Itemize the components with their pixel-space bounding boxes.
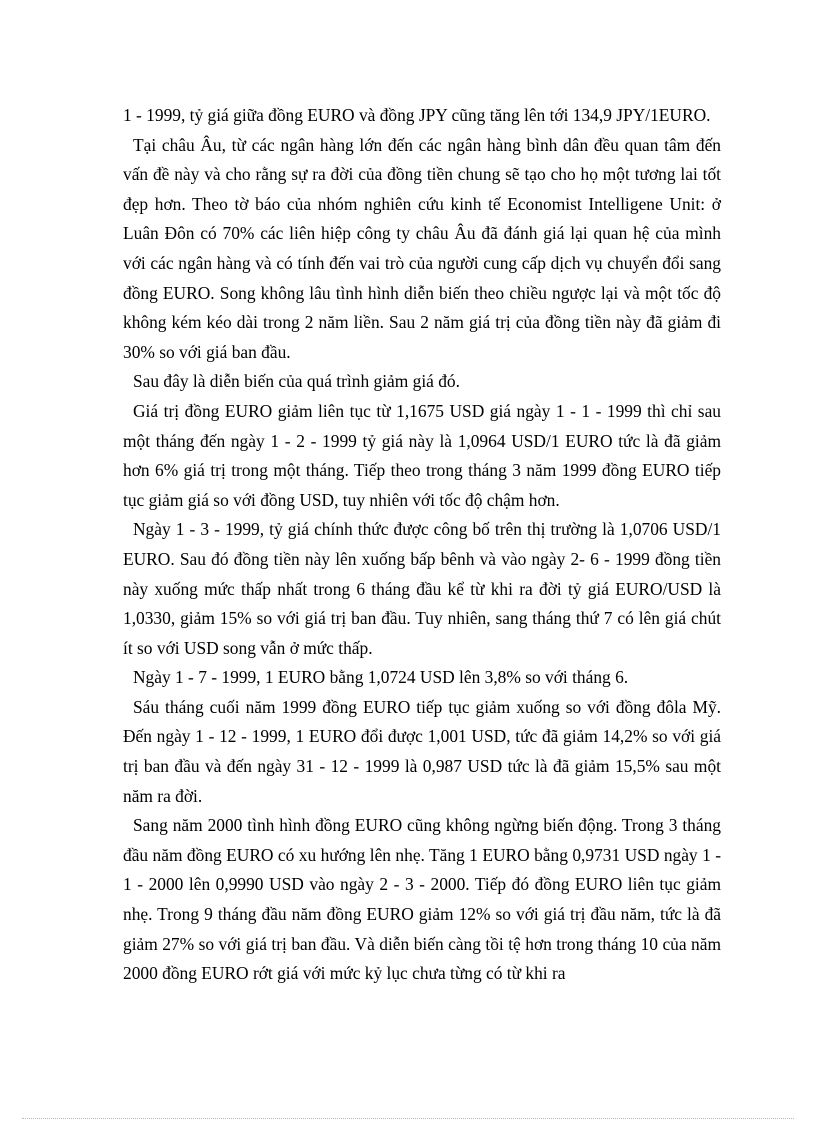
- paragraph-2: Tại châu Âu, từ các ngân hàng lớn đến các ngân hàng bình dân đều quan tâm đến vấn đề này và cho rằng sự ra đời của đồng tiền chung sẽ tạo cho họ một tương lai tốt đẹp hơn. Theo tờ báo của nhóm nghiên cứu kinh tế Economist Intelligene Unit: ở Luân Đôn có 70% các liên hiệp công ty châu Âu đã đánh giá lại quan hệ của mình với các ngân hàng và có tính đến vai trò của người cung cấp dịch vụ chuyển đổi sang đồng EURO. Song không lâu tình hình diễn biến theo chiều ngược lại và một tốc độ không kém kéo dài trong 2 năm liền. Sau 2 năm giá trị của đồng tiền này đã giảm đi 30% so với giá ban đầu.: [123, 134, 721, 362]
- paragraph-6: Ngày 1 - 7 - 1999, 1 EURO bằng 1,0724 USD lên 3,8% so với tháng 6.: [133, 667, 629, 688]
- paragraph-4: Giá trị đồng EURO giảm liên tục từ 1,1675 USD giá ngày 1 - 1 - 1999 thì chỉ sau một tháng đến ngày 1 - 2 - 1999 tỷ giá này là 1,0964 USD/1 EURO tức là đã giảm hơn 6% giá trị trong một tháng. Tiếp theo trong tháng 3 năm 1999 đồng EURO tiếp tục giảm giá so với đồng USD, tuy nhiên với tốc độ chậm hơn.: [123, 400, 721, 510]
- paragraph-1: 1 - 1999, tỷ giá giữa đồng EURO và đồng JPY cũng tăng lên tới 134,9 JPY/1EURO.: [123, 105, 711, 125]
- paragraph-7: Sáu tháng cuối năm 1999 đồng EURO tiếp tục giảm xuống so với đồng đôla Mỹ. Đến ngày 1 - 12 - 1999, 1 EURO đổi được 1,001 USD, tức đã giảm 14,2% so với giá trị ban đầu và đến ngày 31 - 12 - 1999 là 0,987 USD tức là đã giảm 15,5% sau một năm ra đời.: [123, 696, 721, 806]
- paragraph-3: Sau đây là diễn biến của quá trình giảm giá đó.: [133, 371, 460, 392]
- paragraph-5: Ngày 1 - 3 - 1999, tỷ giá chính thức được công bố trên thị trường là 1,0706 USD/1 EURO. Sau đó đồng tiền này lên xuống bấp bênh và vào ngày 2- 6 - 1999 đồng tiền này xuống mức thấp nhất trong 6 tháng đầu kể từ khi ra đời tỷ giá EURO/USD là 1,0330, giảm 15% so với giá trị ban đầu. Tuy nhiên, sang tháng thứ 7 có lên giá chút ít so với USD song vẫn ở mức thấp.: [123, 519, 721, 658]
- paragraph-8: Sang năm 2000 tình hình đồng EURO cũng không ngừng biến động. Trong 3 tháng đầu năm đồng EURO có xu hướng lên nhẹ. Tăng 1 EURO bằng 0,9731 USD ngày 1 - 1 - 2000 lên 0,9990 USD vào ngày 2 - 3 - 2000. Tiếp đó đồng EURO liên tục giảm nhẹ. Trong 9 tháng đầu năm đồng EURO giảm 12% so với giá trị đầu năm, tức là đã giảm 27% so với giá trị ban đầu. Và diễn biến càng tồi tệ hơn trong tháng 10 của năm 2000 đồng EURO rớt giá với mức kỷ lục chưa từng có từ khi ra: [123, 815, 721, 984]
- page-bottom-divider: [22, 1118, 794, 1119]
- document-body: [123, 101, 721, 989]
